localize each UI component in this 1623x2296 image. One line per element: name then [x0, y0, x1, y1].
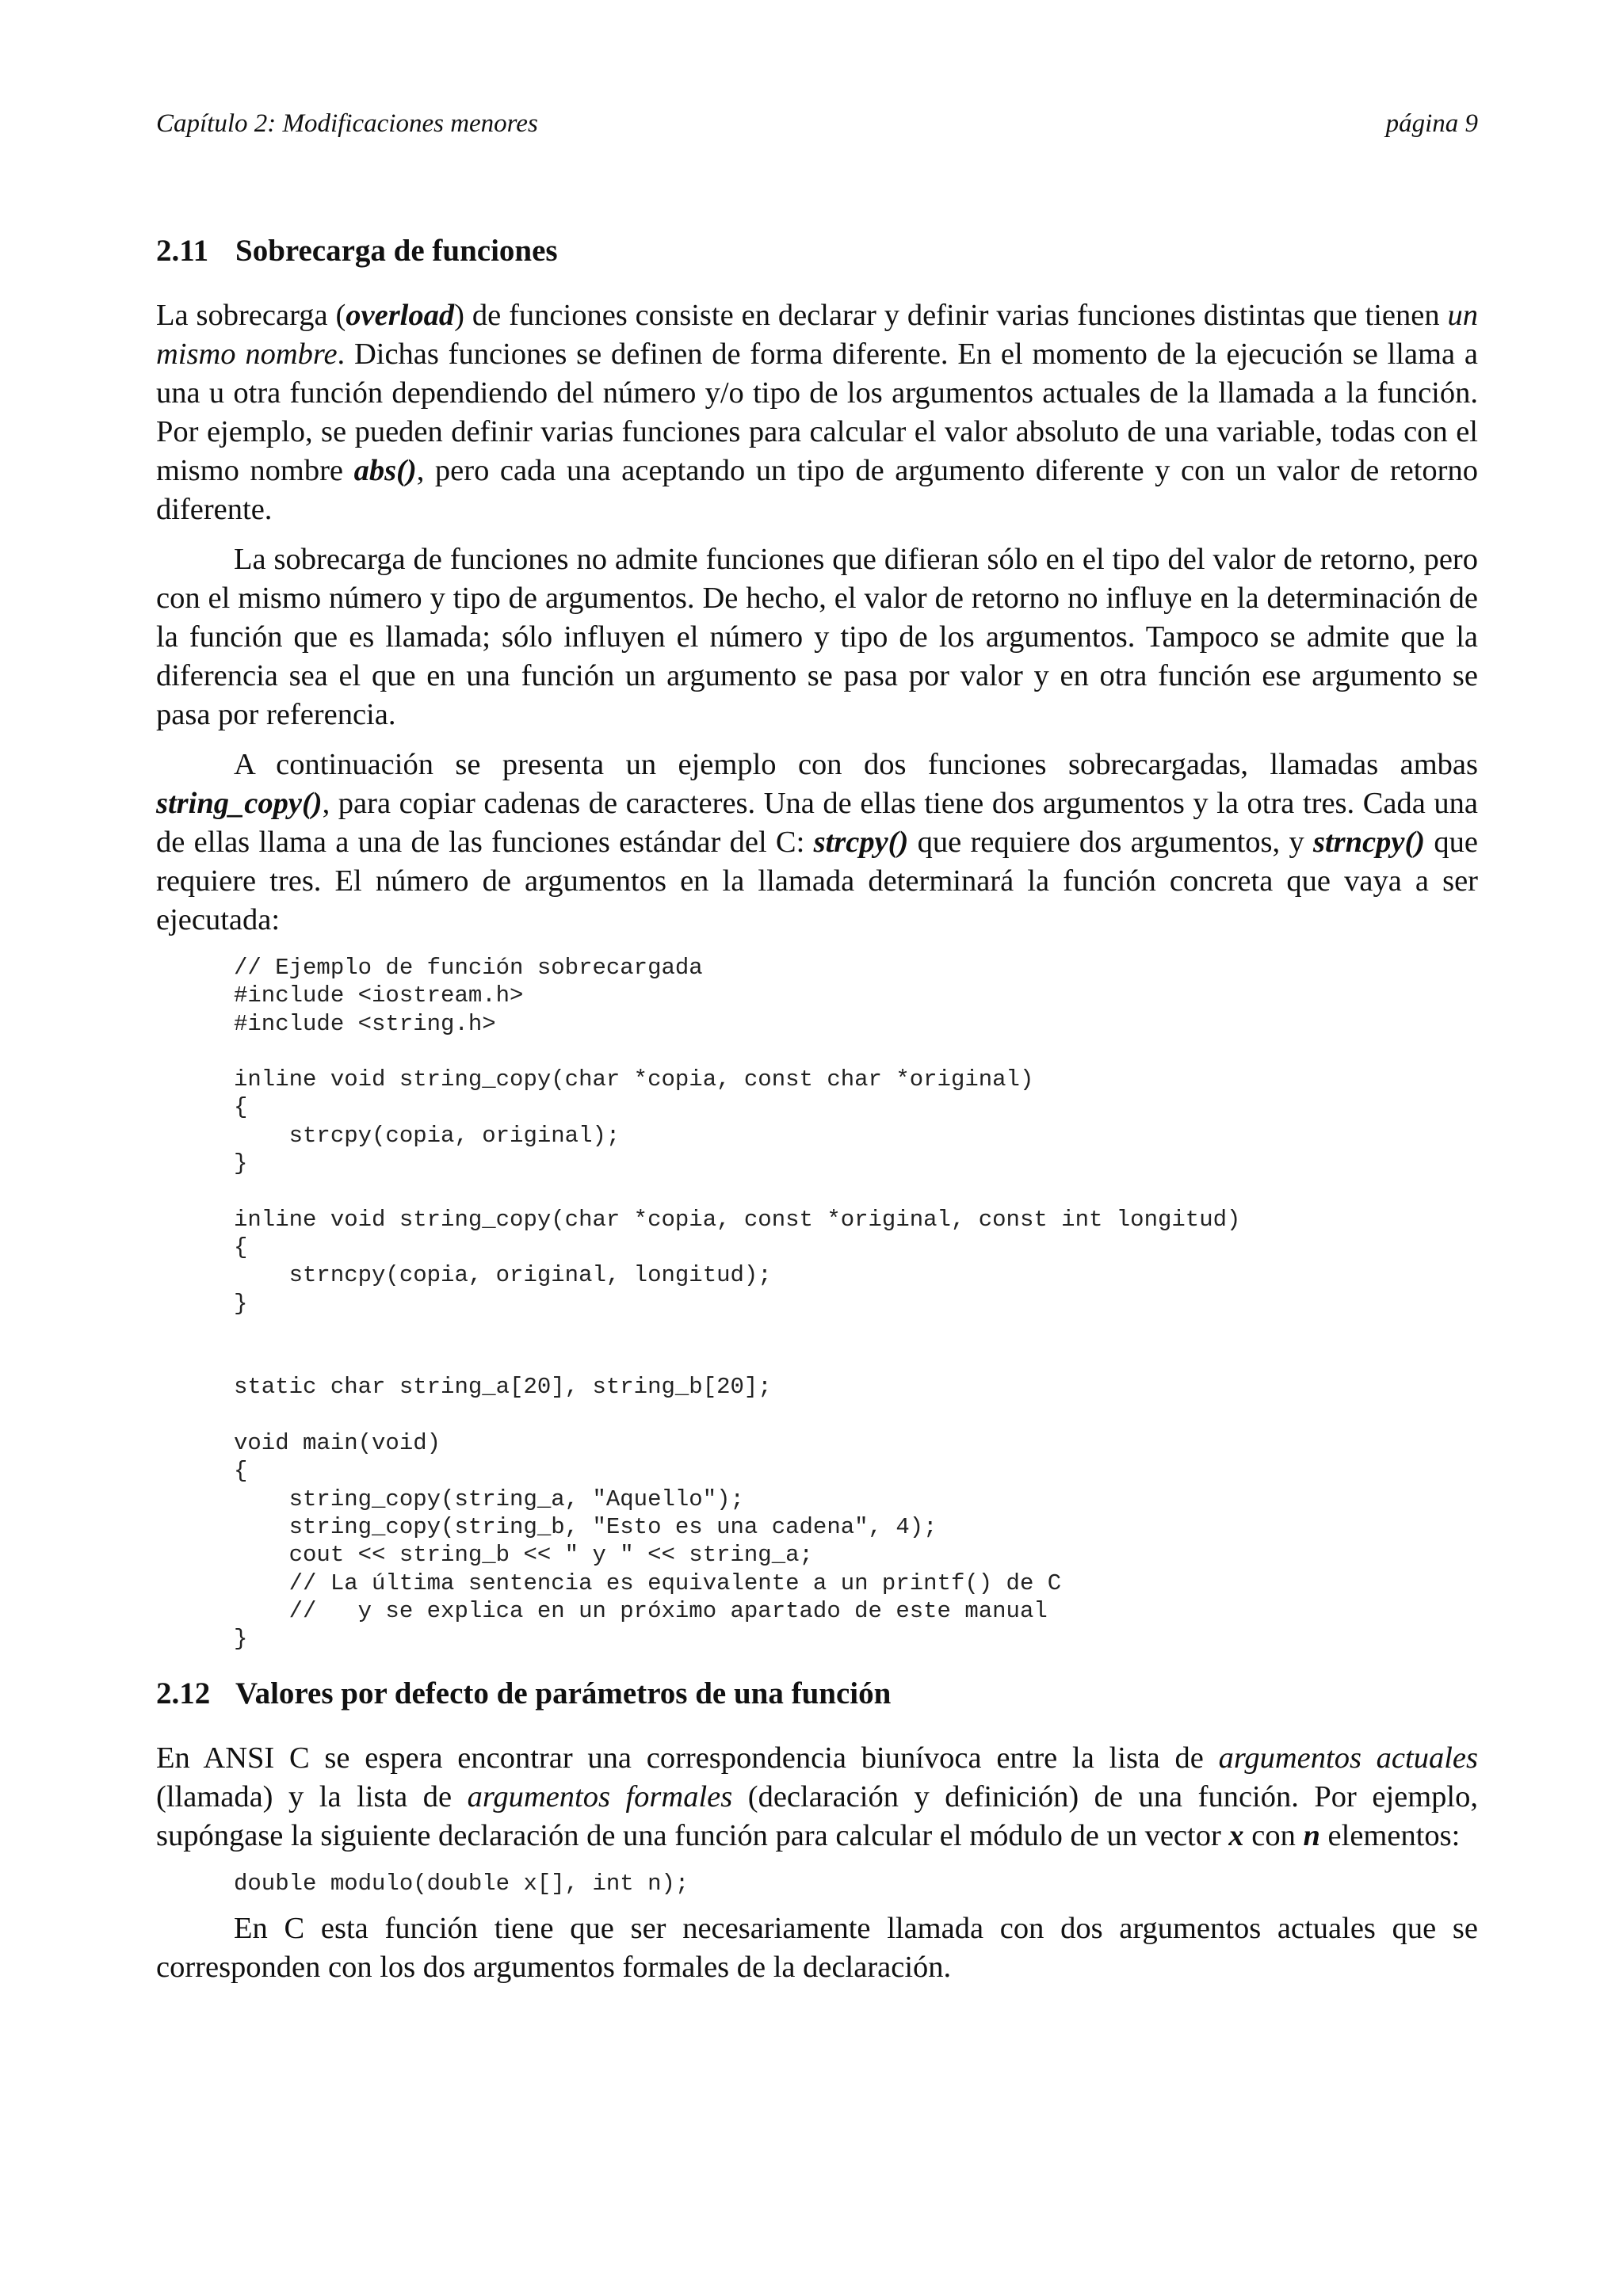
section-title: Valores por defecto de parámetros de una función [235, 1676, 892, 1711]
term-strncpy: strncpy() [1312, 826, 1426, 859]
paragraph-example-intro: A continuación se presenta un ejemplo con dos funciones sobrecargadas, llamadas ambas string_copy(), para copiar cadenas de caracteres. Una de ellas tiene dos argumentos y la otra tres. Cada una de ellas llama a una de las funciones estándar del C: strcpy() que requiere dos argumentos, y strncpy() que requiere tres. El número de argumentos en la llamada determinará la función concreta que vaya a ser ejecutada: [156, 748, 1478, 936]
term-overload: overload [346, 299, 455, 332]
section-title: Sobrecarga de funciones [235, 234, 558, 268]
paragraph-overload-restrictions: La sobrecarga de funciones no admite funciones que difieran sólo en el tipo del valor de retorno, pero con el mismo número y tipo de argumentos. De hecho, el valor de retorno no influye en la determinación de la función que es llamada; sólo influyen el número y tipo de los argumentos. Tampoco se admite que la diferencia sea el que en una función un argumento se pasa por valor y en otra función ese argumento se pasa por referencia. [156, 543, 1478, 731]
section-number: 2.11 [156, 234, 209, 268]
code-block-modulo-declaration: double modulo(double x[], int n); [234, 1871, 689, 1897]
term-argumentos-actuales: argumentos actuales [1218, 1741, 1478, 1775]
paragraph-c-call-requirement: En C esta función tiene que ser necesariamente llamada con dos argumentos actuales que se corresponden con los dos argumentos formales de la declaración. [156, 1911, 1478, 1984]
var-x: x [1228, 1819, 1244, 1853]
var-n: n [1303, 1819, 1320, 1853]
term-abs: abs() [353, 454, 417, 487]
term-mismo-nombre: un mismo nombre [156, 299, 1478, 371]
term-string-copy: string_copy() [156, 787, 323, 820]
code-block-overload-example: // Ejemplo de función sobrecargada #include <iostream.h> #include <string.h> inline void string_copy(char *copia, const char *original) { strcpy(copia, original); } inline void string_copy(char *copia, const *original, const int longitud) { strncpy(copia, original, longitud); } static char string_a[20], string_b[20]; void main(void) { string_copy(string_a, "Aquello"); string_copy(string_b, "Esto es una cadena", 4); cout << string_b << " y " << string_a; // La última sentencia es equivalente a un printf() de C // y se explica en un próximo apartado de este manual } [234, 955, 1241, 1653]
term-strcpy: strcpy() [813, 826, 909, 859]
section-heading-2-12 [156, 1674, 1478, 1713]
term-argumentos-formales: argumentos formales [467, 1780, 733, 1814]
running-header [156, 111, 1478, 137]
paragraph-default-args-intro: En ANSI C se espera encontrar una correspondencia biunívoca entre la lista de argumentos actuales (llamada) y la lista de argumentos formales (declaración y definición) de una función. Por ejemplo, supóngase la siguiente declaración de una función para calcular el módulo de un vector x con n elementos: [156, 1741, 1478, 1853]
page-body [156, 231, 1478, 1987]
chapter-title: Capítulo 2: Modificaciones menores [156, 109, 538, 138]
section-heading-2-11 [156, 231, 1478, 270]
page-number: página 9 [1385, 109, 1478, 138]
paragraph-overload-intro: La sobrecarga (overload) de funciones consiste en declarar y definir varias funciones distintas que tienen un mismo nombre. Dichas funciones se definen de forma diferente. En el momento de la ejecución se llama a una u otra función dependiendo del número y/o tipo de los argumentos actuales de la llamada a la función. Por ejemplo, se pueden definir varias funciones para calcular el valor absoluto de una variable, todas con el mismo nombre abs(), pero cada una aceptando un tipo de argumento diferente y con un valor de retorno diferente. [156, 299, 1478, 526]
section-number: 2.12 [156, 1676, 211, 1711]
